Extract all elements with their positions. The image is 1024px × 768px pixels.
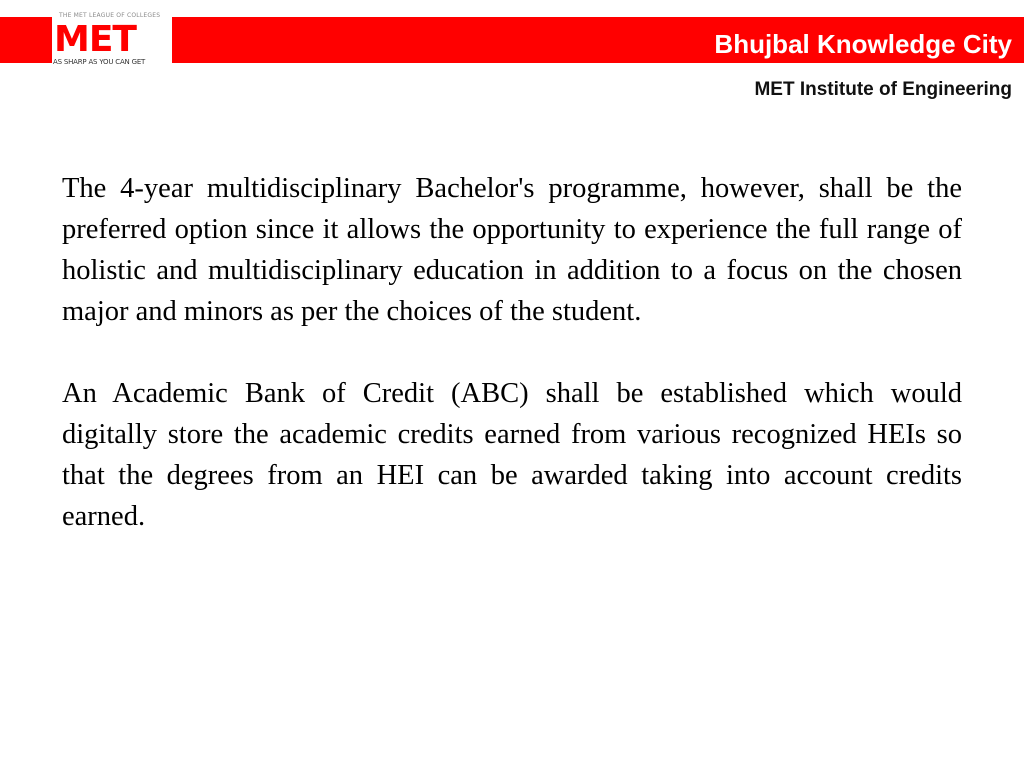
body-paragraph-2: An Academic Bank of Credit (ABC) shall be established which would digitally store the academic credits earned from various recognized HEIs so that the degrees from an HEI can be awarded taking into account credits earned. <box>62 378 962 532</box>
logo-brand-text: MET <box>54 19 136 60</box>
logo-tagline: AS SHARP AS YOU CAN GET <box>53 58 146 66</box>
met-logo <box>52 10 172 70</box>
slide-body <box>62 168 962 537</box>
campus-title: Bhujbal Knowledge City <box>714 29 1012 59</box>
logo-league-text: THE MET LEAGUE OF COLLEGES <box>59 12 161 19</box>
body-paragraph-1: The 4-year multidisciplinary Bachelor's programme, however, shall be the preferred option since it allows the opportunity to experience the full range of holistic and multidisciplinary education in addition to a focus on the chosen major and minors as per the choices of the student. <box>62 173 962 327</box>
institute-title: MET Institute of Engineering <box>754 79 1012 100</box>
